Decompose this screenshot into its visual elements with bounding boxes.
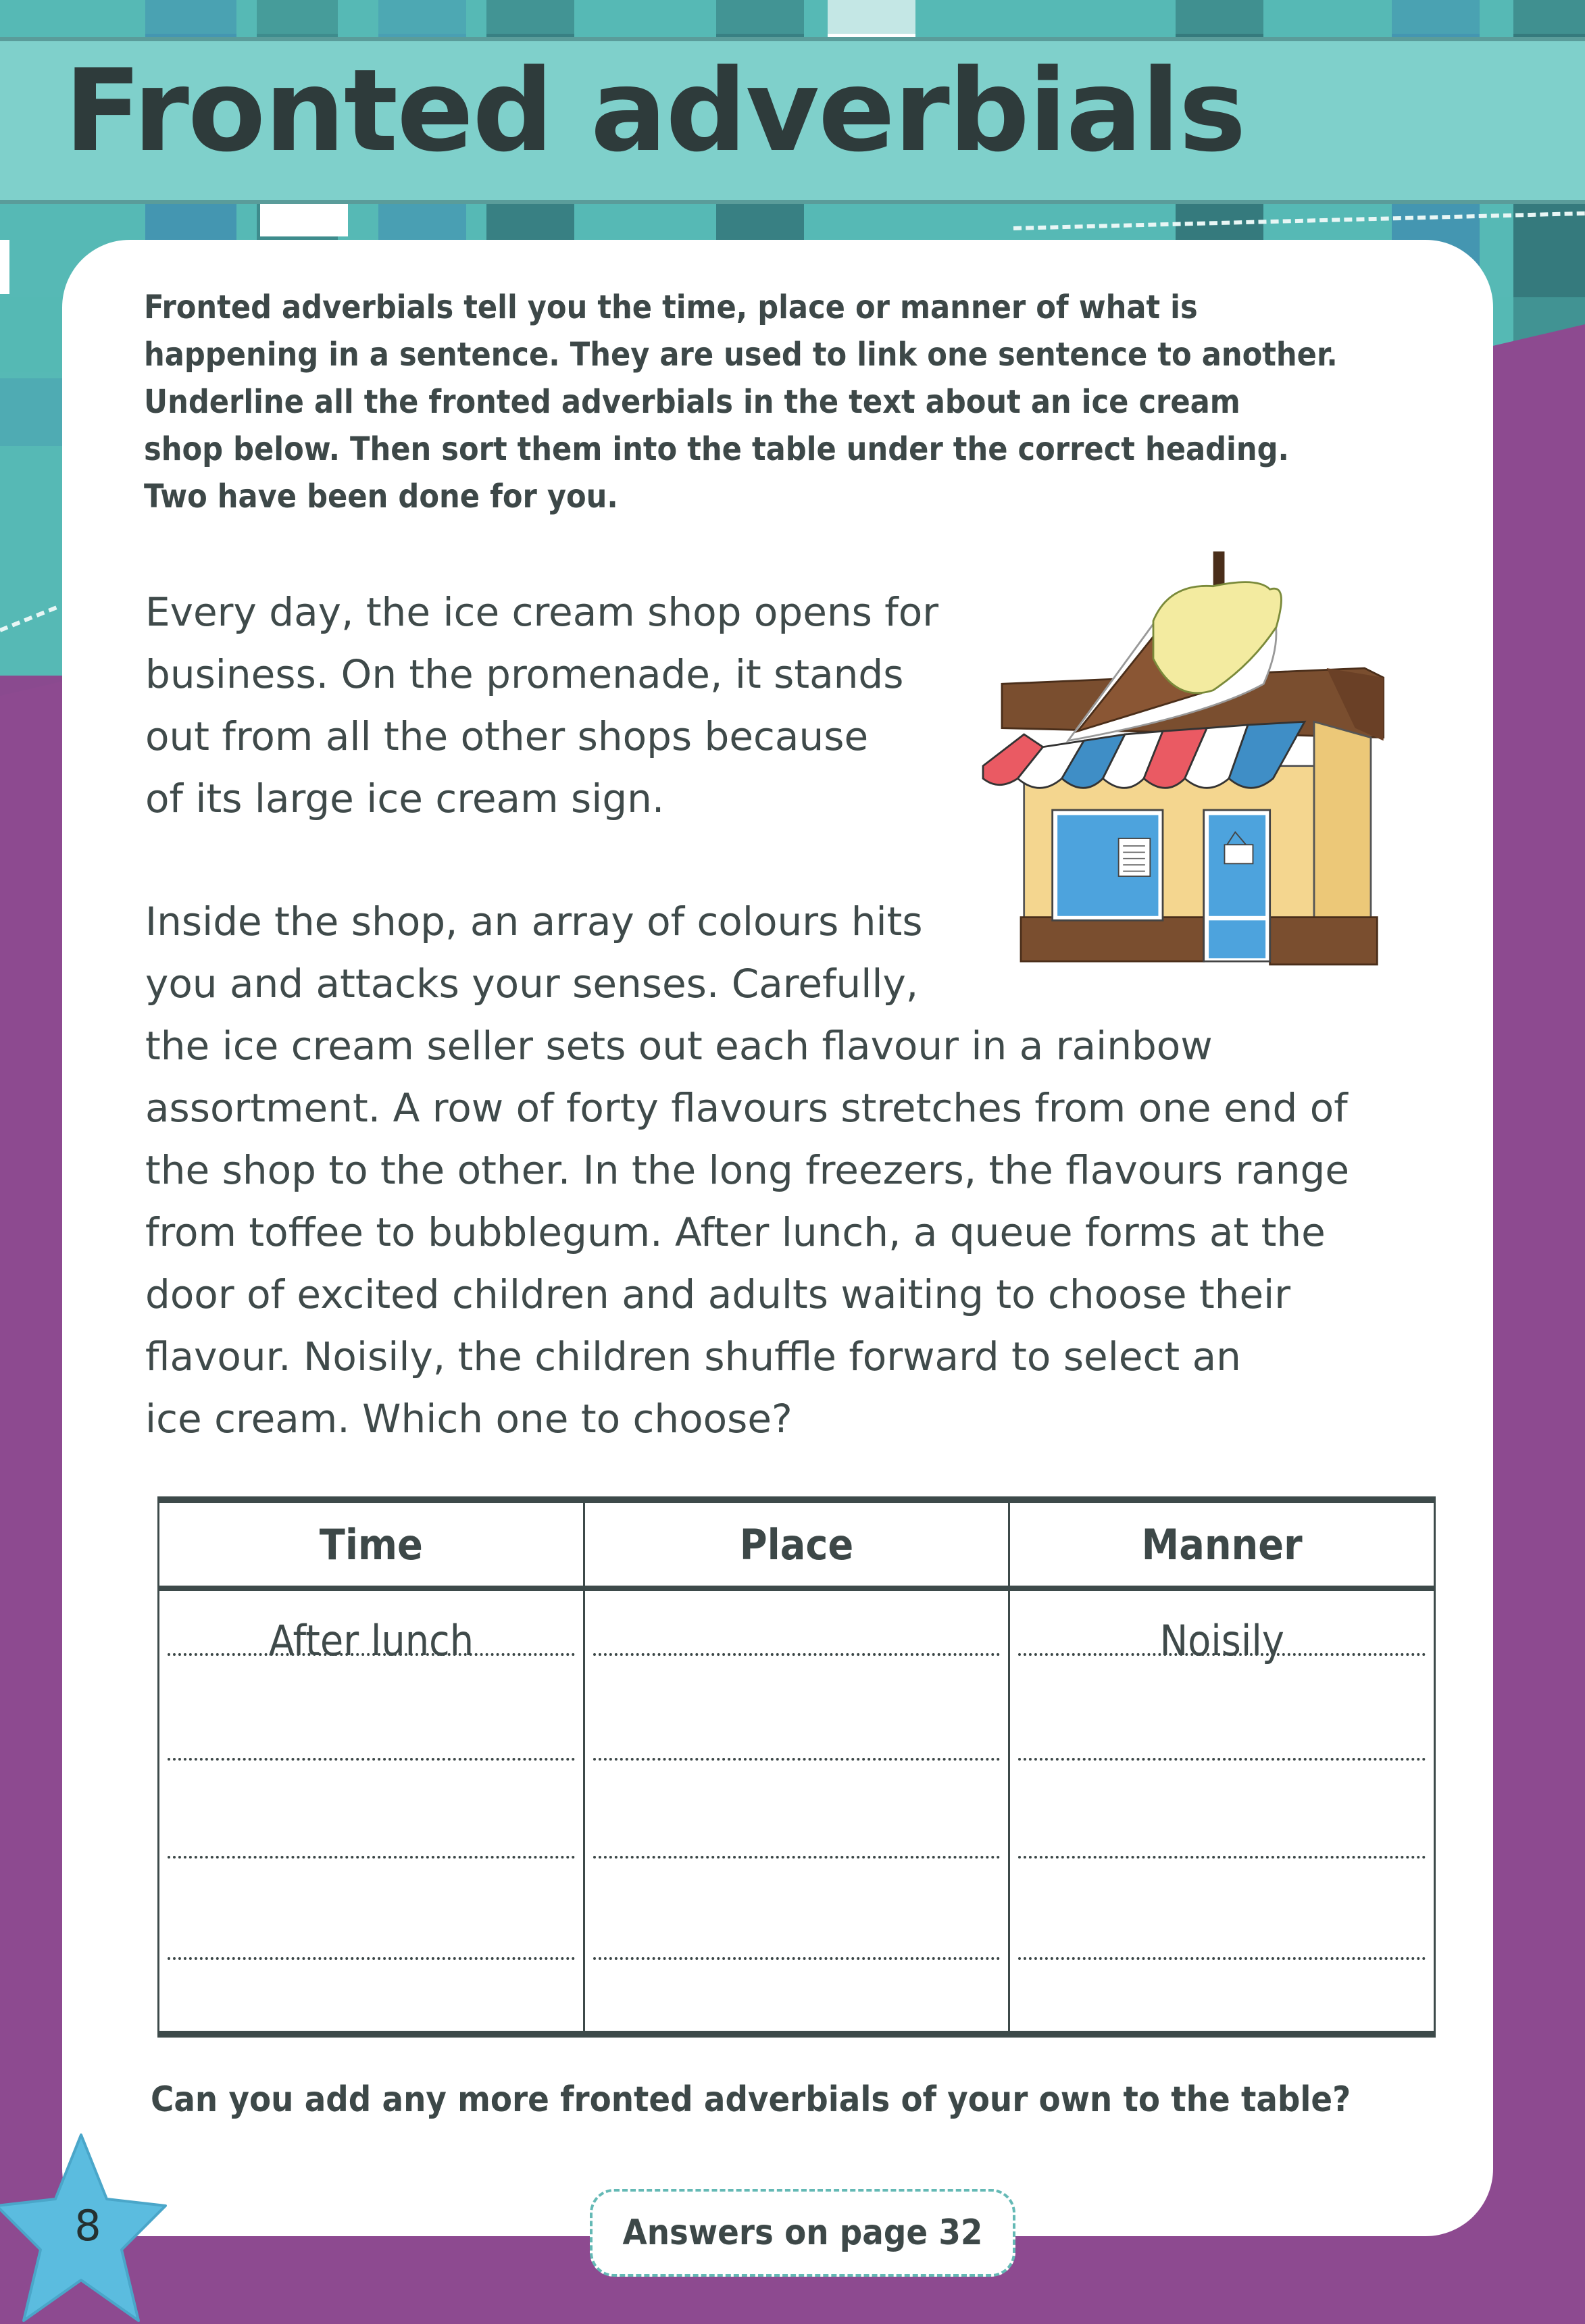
extension-question: Can you add any more fronted adverbials of your own to the table? [151, 2079, 1351, 2120]
answer-time: After lunch [268, 1616, 474, 1665]
table-cell[interactable] [584, 1859, 1009, 1960]
story-line: the ice cream seller sets out each flavour in a rainbow [145, 1023, 1213, 1069]
story-line: business. On the promenade, it stands [145, 651, 904, 697]
instruction-line: Fronted adverbials tell you the time, place or manner of what is [144, 288, 1198, 326]
instructions [144, 284, 1461, 520]
table-cell[interactable] [159, 1588, 584, 1665]
story-line: you and attacks your senses. Carefully, [145, 961, 919, 1007]
table-cell[interactable] [1009, 1656, 1435, 1761]
sorting-table [157, 1496, 1436, 2037]
table-cell[interactable] [584, 1588, 1009, 1656]
page-title: Fronted adverbials [64, 45, 1245, 177]
column-header-place: Place [584, 1500, 1009, 1588]
ice-cream-shop-illustration [936, 517, 1409, 990]
column-header-manner: Manner [1009, 1500, 1435, 1588]
table-cell[interactable] [584, 1960, 1009, 2034]
instruction-line: Two have been done for you. [144, 478, 618, 515]
table-cell[interactable] [1009, 1859, 1435, 1960]
table-cell[interactable] [1009, 1960, 1435, 2034]
story-line: out from all the other shops because [145, 713, 869, 759]
story-line: Inside the shop, an array of colours hits [145, 899, 923, 944]
table-cell[interactable] [584, 1656, 1009, 1761]
table-cell[interactable] [159, 1656, 584, 1761]
instruction-line: Underline all the fronted adverbials in the text about an ice cream [144, 383, 1240, 421]
page-number: 8 [74, 2201, 101, 2250]
answer-manner: Noisily [1159, 1616, 1284, 1665]
story-line: Every day, the ice cream shop opens for [145, 589, 939, 635]
answers-label: Answers on page 32 [622, 2213, 983, 2253]
story-line: from toffee to bubblegum. After lunch, a queue forms at the [145, 1209, 1326, 1255]
column-header-time: Time [159, 1500, 584, 1588]
table-cell[interactable] [1009, 1761, 1435, 1859]
story-line: assortment. A row of forty flavours stretches from one end of [145, 1085, 1348, 1131]
table-cell[interactable] [159, 1960, 584, 2034]
table-cell[interactable] [159, 1859, 584, 1960]
table-cell[interactable] [584, 1761, 1009, 1859]
story-line: ice cream. Which one to choose? [145, 1396, 792, 1442]
story-line: flavour. Noisily, the children shuffle forward to select an [145, 1334, 1241, 1380]
table-cell[interactable] [159, 1761, 584, 1859]
instruction-line: shop below. Then sort them into the table under the correct heading. [144, 430, 1289, 468]
story-line: of its large ice cream sign. [145, 776, 665, 822]
story-paragraph-1 [145, 581, 938, 830]
instruction-line: happening in a sentence. They are used to link one sentence to another. [144, 336, 1338, 374]
table-cell[interactable] [1009, 1588, 1435, 1665]
story-line: door of excited children and adults waiting to choose their [145, 1271, 1291, 1317]
story-line: the shop to the other. In the long freezers, the flavours range [145, 1147, 1350, 1193]
answers-reference [590, 2189, 1015, 2277]
